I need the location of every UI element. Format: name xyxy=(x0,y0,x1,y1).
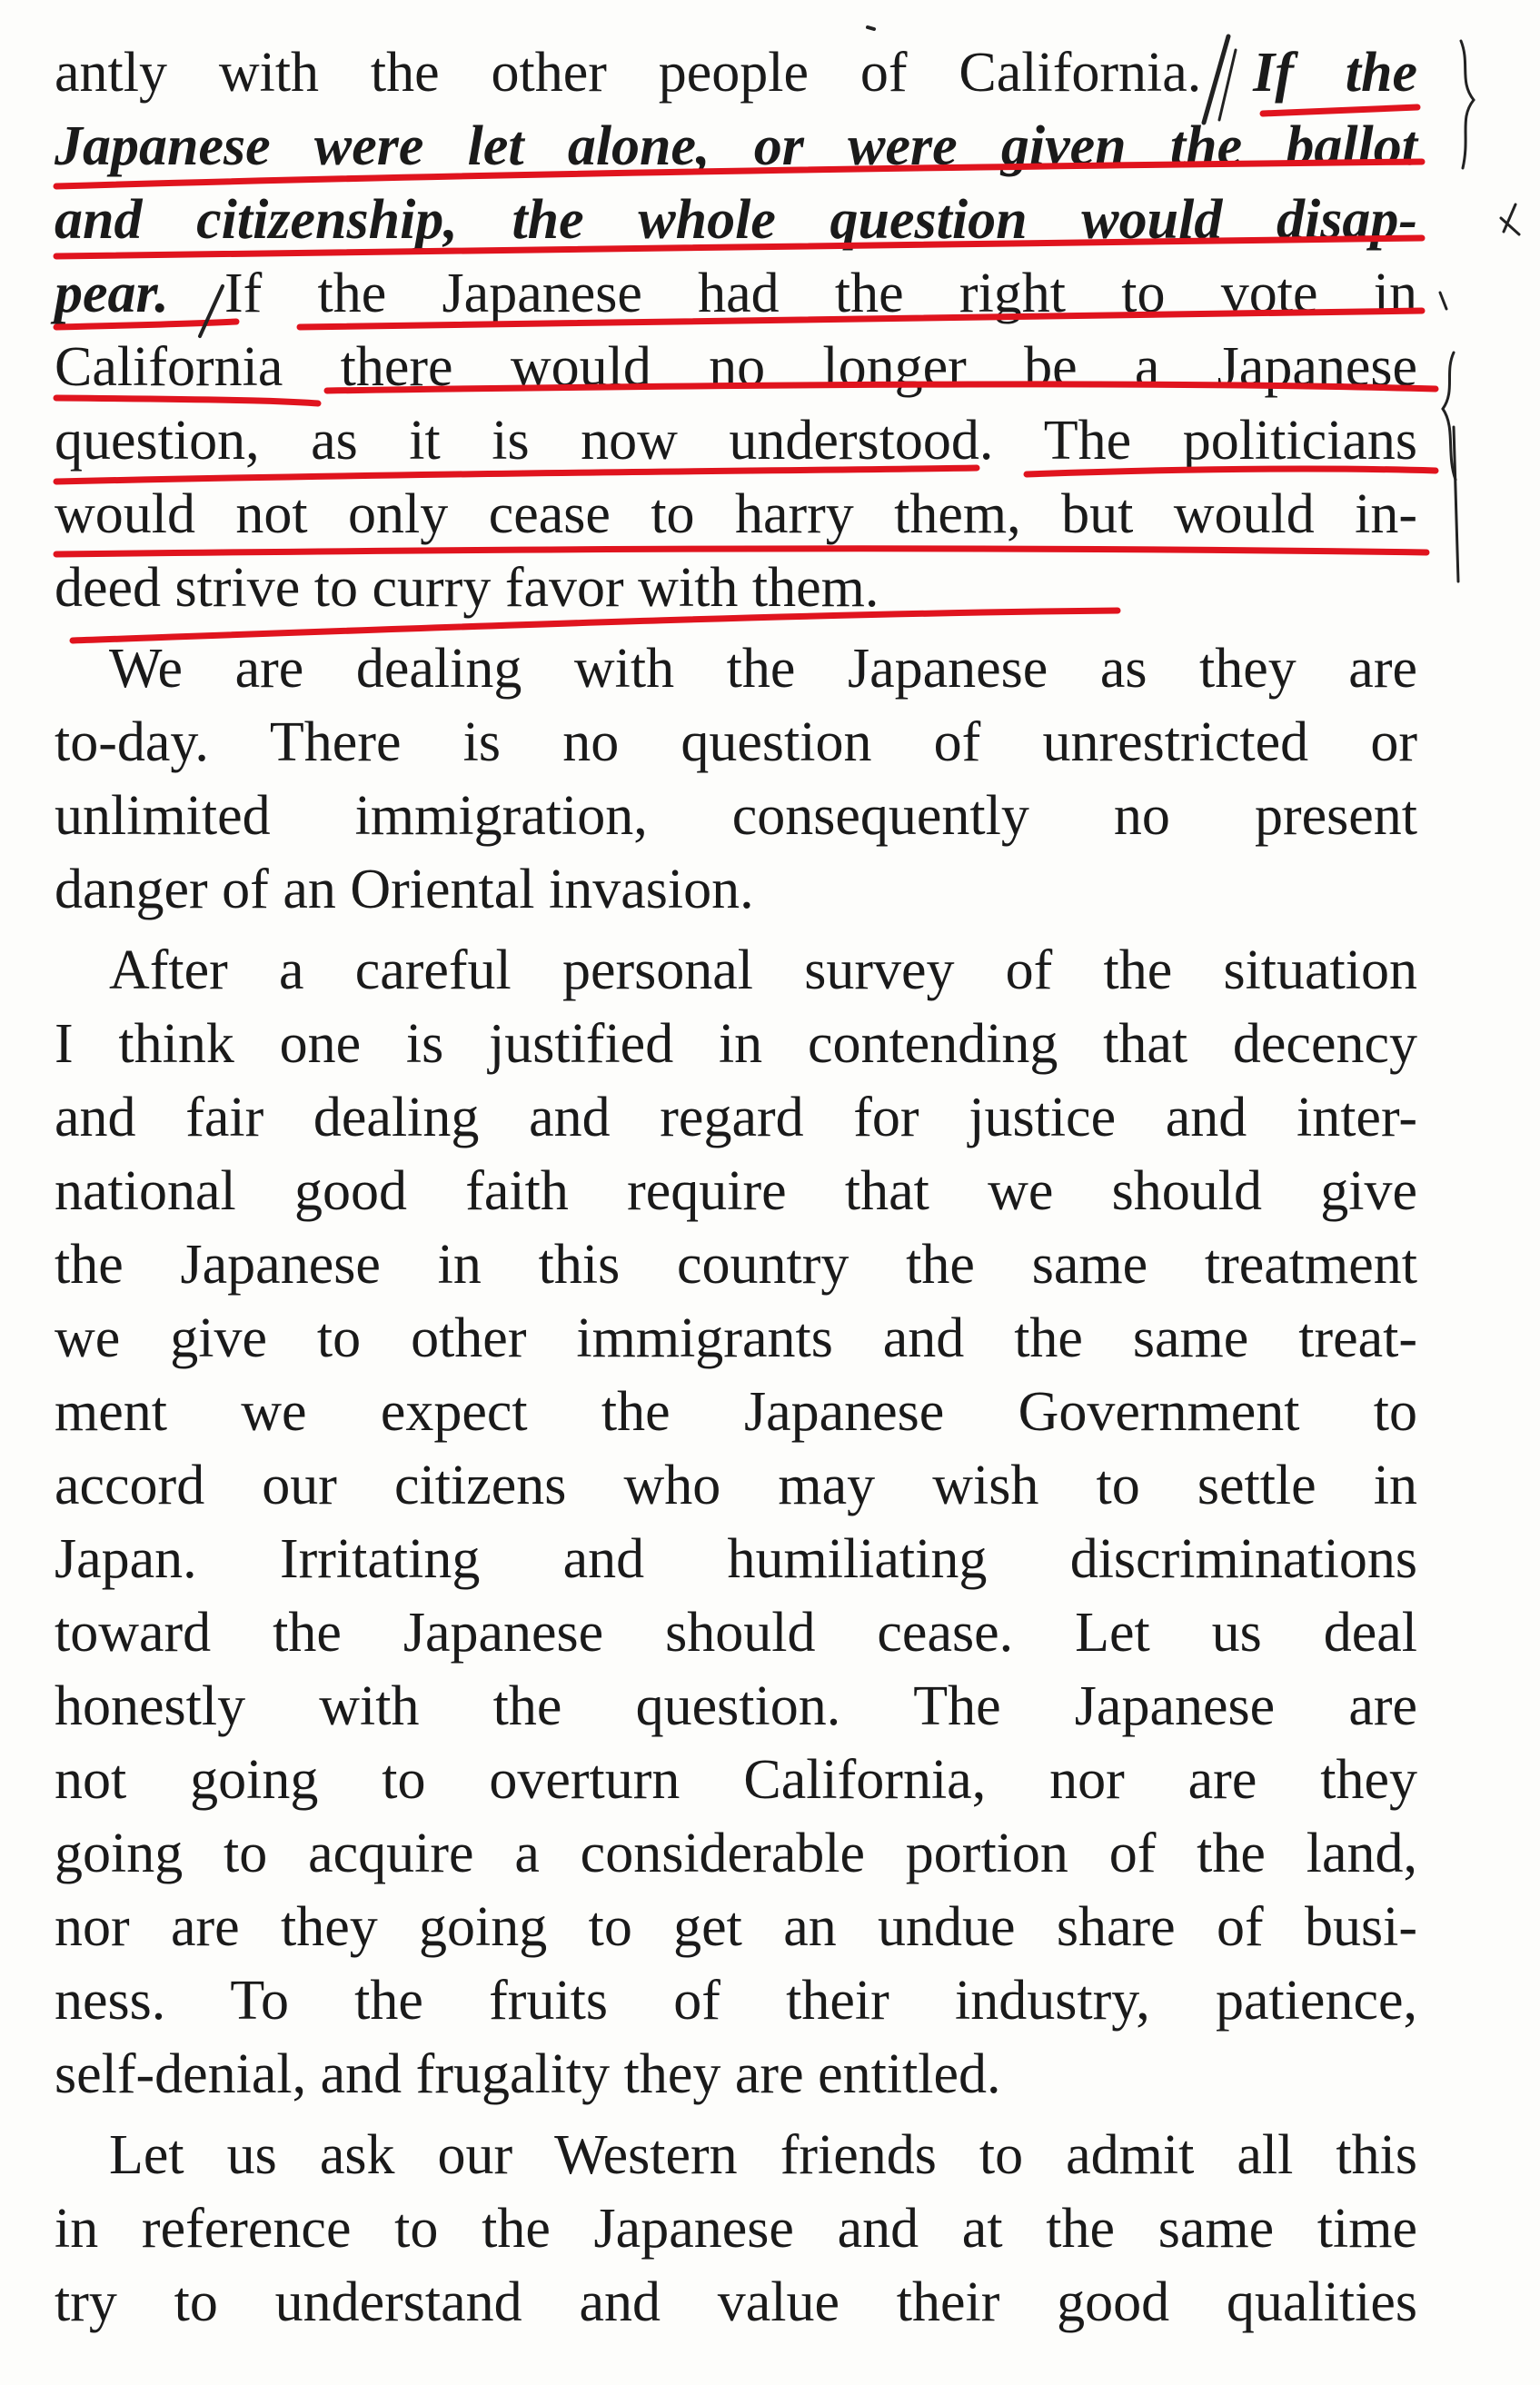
text-line xyxy=(55,1302,1417,1376)
text-line xyxy=(55,1596,1417,1670)
text-line xyxy=(55,478,1417,552)
paragraph-p2 xyxy=(55,632,1417,927)
text-line xyxy=(55,1081,1417,1155)
pencil-bracket-left xyxy=(1443,353,1456,480)
text-segment: antly with the other people of California. xyxy=(55,42,1202,104)
text-segment: Japan. Irritating and humiliating discriminations xyxy=(55,1528,1417,1590)
text-segment: self-denial, and frugality they are entitled. xyxy=(55,2043,1001,2105)
text-line xyxy=(55,706,1417,780)
paragraph-p1 xyxy=(55,36,1417,625)
text-segment: and fair dealing and regard for justice and inter- xyxy=(55,1087,1417,1148)
text-line xyxy=(55,1228,1417,1302)
text-segment: honestly with the question. The Japanese are xyxy=(55,1675,1417,1737)
pencil-vertical-line xyxy=(1454,427,1458,581)
text-segment: I think one is justified in contending that decency xyxy=(55,1013,1417,1075)
pencil-dot xyxy=(868,27,874,29)
text-line xyxy=(55,331,1417,404)
text-line xyxy=(55,1891,1417,1964)
text-line xyxy=(55,257,1417,331)
text-segment: deed strive to curry favor with them. xyxy=(55,557,879,619)
text-segment: we give to other immigrants and the same treat- xyxy=(55,1307,1417,1369)
text-line xyxy=(55,1008,1417,1081)
text-segment: nor are they going to get an undue share of busi- xyxy=(55,1896,1417,1958)
text-line xyxy=(55,110,1417,184)
text-line xyxy=(55,934,1417,1008)
text-line xyxy=(55,1817,1417,1891)
text-line xyxy=(55,1155,1417,1228)
text-line xyxy=(55,1376,1417,1449)
text-line xyxy=(55,1670,1417,1744)
text-segment: to-day. There is no question of unrestricted or xyxy=(55,711,1417,773)
italic-segment: pear. xyxy=(55,263,169,324)
text-segment: toward the Japanese should cease. Let us deal xyxy=(55,1602,1417,1664)
page-text xyxy=(55,36,1417,2340)
text-segment: going to acquire a considerable portion of the land, xyxy=(55,1823,1417,1884)
text-line xyxy=(55,632,1417,706)
pencil-check xyxy=(1501,204,1519,234)
text-line xyxy=(55,1744,1417,1817)
text-segment: national good faith require that we should give xyxy=(55,1160,1417,1222)
italic-segment: Japanese were let alone, or were given the ballot xyxy=(55,115,1417,177)
text-segment: question, as it is now understood. The politicians xyxy=(55,410,1417,472)
text-line xyxy=(55,552,1417,625)
text-segment: try to understand and value their good qualities xyxy=(55,2271,1417,2333)
text-line xyxy=(55,36,1417,110)
text-segment: in reference to the Japanese and at the same time xyxy=(55,2198,1417,2260)
text-segment: unlimited immigration, consequently no present xyxy=(55,785,1417,847)
text-line xyxy=(55,1449,1417,1523)
text-segment: Let us ask our Western friends to admit all this xyxy=(109,2124,1417,2186)
text-line xyxy=(55,404,1417,478)
text-segment: We are dealing with the Japanese as they are xyxy=(109,638,1417,700)
text-segment: not going to overturn California, nor are they xyxy=(55,1749,1417,1811)
text-segment: ness. To the fruits of their industry, patience, xyxy=(55,1970,1417,2032)
text-line xyxy=(55,780,1417,853)
text-segment: After a careful personal survey of the situation xyxy=(109,939,1417,1001)
text-segment: If the Japanese had the right to vote in xyxy=(168,263,1417,324)
pencil-bracket-right xyxy=(1461,41,1474,168)
text-line xyxy=(55,1964,1417,2038)
text-line xyxy=(55,2192,1417,2266)
text-line xyxy=(55,1523,1417,1596)
text-line xyxy=(55,2038,1417,2112)
text-segment: the Japanese in this country the same treatment xyxy=(55,1234,1417,1296)
text-segment: ment we expect the Japanese Government to xyxy=(55,1381,1417,1443)
text-segment: accord our citizens who may wish to settle in xyxy=(55,1455,1417,1516)
paragraph-p3 xyxy=(55,934,1417,2112)
text-segment: danger of an Oriental invasion. xyxy=(55,859,754,920)
italic-segment: If the xyxy=(1201,42,1418,104)
text-segment: would not only cease to harry them, but would in- xyxy=(55,483,1417,545)
italic-segment: and citizenship, the whole question would disap- xyxy=(55,189,1417,251)
text-line xyxy=(55,853,1417,927)
text-line xyxy=(55,2266,1417,2340)
text-segment: California there would no longer be a Japanese xyxy=(55,336,1417,398)
text-line xyxy=(55,184,1417,257)
pencil-tick xyxy=(1440,293,1446,309)
text-line xyxy=(55,2119,1417,2192)
paragraph-p4 xyxy=(55,2119,1417,2340)
